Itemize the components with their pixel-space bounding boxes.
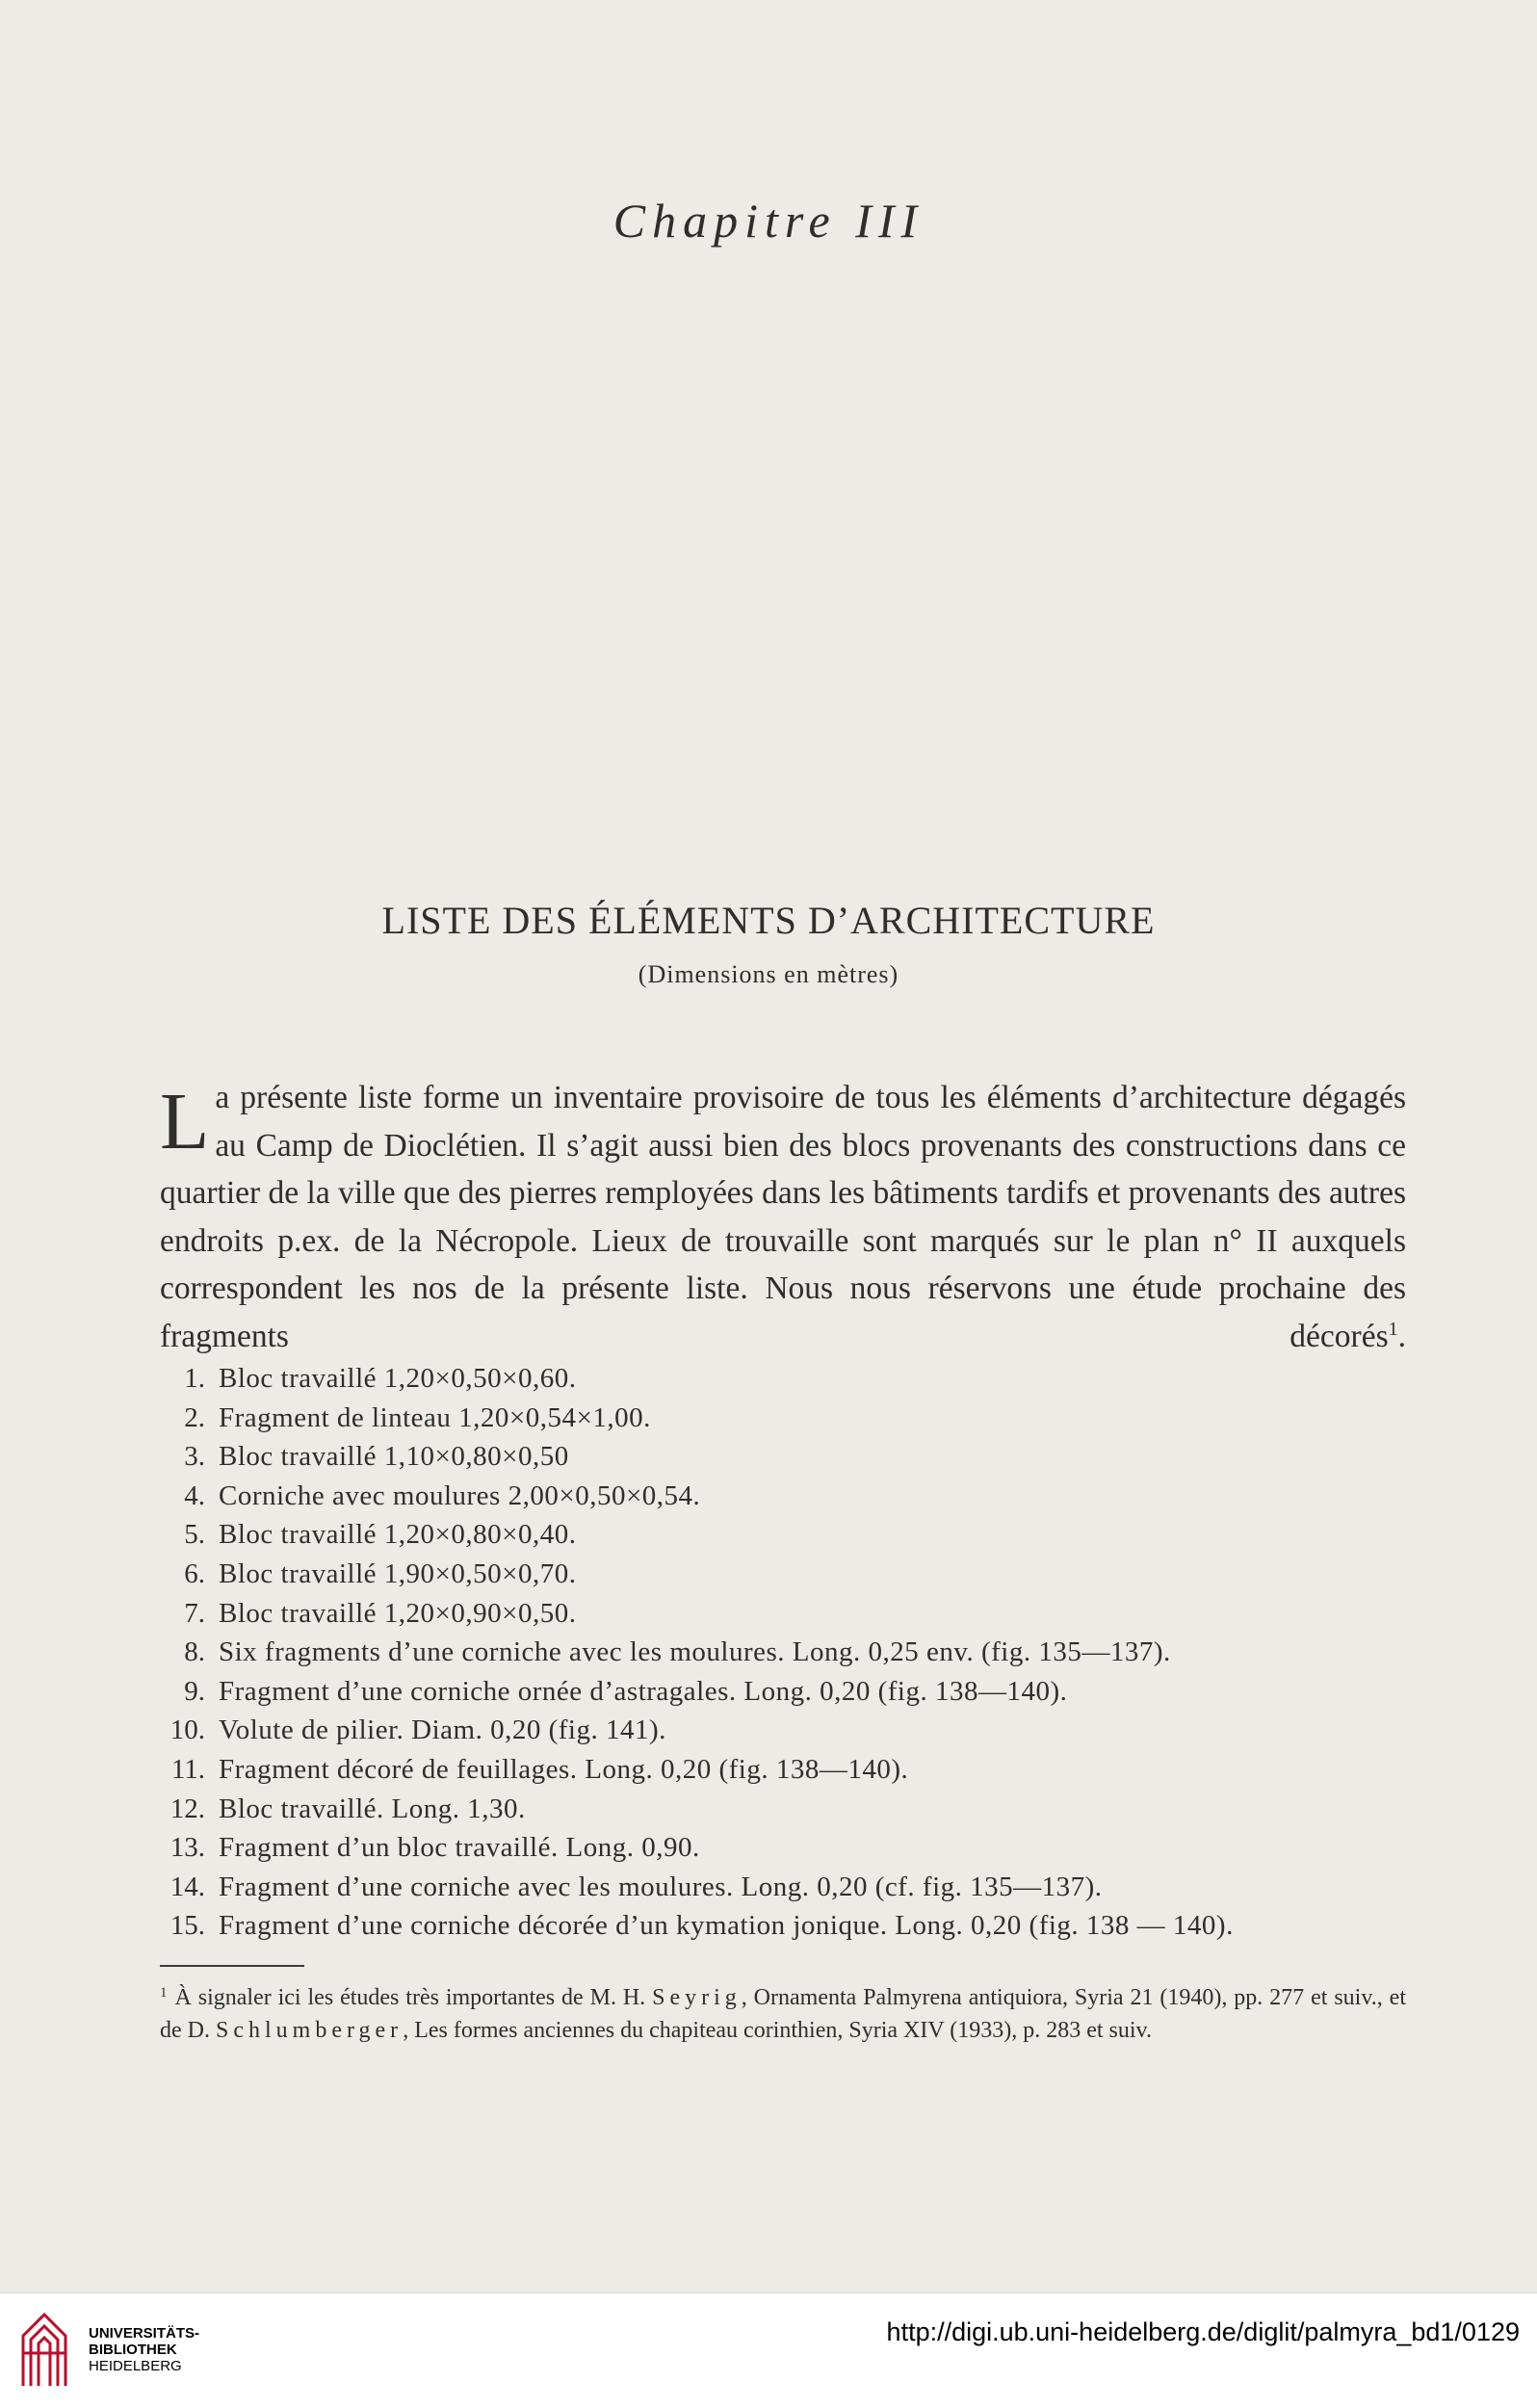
footnote-divider [160, 1965, 304, 1967]
item-text: Fragment d’une corniche avec les moulures. Long. 0,20 (cf. fig. 135—137). [219, 1871, 1103, 1902]
item-number: 14. [169, 1871, 205, 1902]
footnote-mark: 1 [160, 1985, 168, 2001]
list-item [150, 1828, 1421, 1868]
footnote-text-3: , Les formes anciennes du chapiteau corinthien, Syria XIV (1933), p. 283 et suiv. [403, 2018, 1152, 2043]
item-text: Volute de pilier. Diam. 0,20 (fig. 141). [219, 1714, 666, 1746]
item-text: Bloc travaillé 1,20×0,80×0,40. [219, 1519, 577, 1551]
item-text: Bloc travaillé 1,20×0,90×0,50. [219, 1597, 577, 1629]
footnote [160, 1976, 1406, 2047]
item-text: Fragment décoré de feuillages. Long. 0,20 (fig. 138—140). [219, 1753, 909, 1785]
list-item [150, 1399, 1421, 1438]
library-logo-icon [19, 2311, 69, 2390]
item-number: 4. [184, 1479, 205, 1511]
footnote-reference[interactable]: 1 [1388, 1318, 1398, 1340]
item-text: Bloc travaillé 1,10×0,80×0,50 [219, 1441, 569, 1473]
item-text: Corniche avec moulures 2,00×0,50×0,54. [219, 1479, 701, 1511]
architecture-element-list [150, 1359, 1421, 1946]
list-item [150, 1868, 1421, 1907]
footnote-author-2: Schlumberger [215, 2018, 404, 2043]
library-logo-text [89, 2325, 199, 2374]
list-item [150, 1750, 1421, 1790]
item-text: Fragment d’une corniche ornée d’astragales. Long. 0,20 (fig. 138—140). [219, 1675, 1068, 1707]
footnote-text-2: , Ornamenta Palmyrena antiquiora, Syria 21 (1940), pp. 277 et suiv., et de D. [160, 1985, 1406, 2043]
footnote-text-1: À signaler ici les études très importantes de M. H. [174, 1985, 646, 2010]
item-number: 3. [184, 1441, 205, 1473]
item-number: 6. [184, 1557, 205, 1589]
list-item [150, 1477, 1421, 1516]
source-url-link[interactable]: http://digi.ub.uni-heidelberg.de/diglit/palmyra_bd1/0129 [886, 2317, 1520, 2346]
logo-line-3: HEIDELBERG [89, 2358, 182, 2374]
item-number: 2. [184, 1401, 205, 1433]
item-text: Fragment de linteau 1,20×0,54×1,00. [219, 1401, 651, 1433]
list-item [150, 1594, 1421, 1634]
list-item [150, 1555, 1421, 1594]
item-number: 8. [184, 1636, 205, 1668]
logo-line-2: BIBLIOTHEK [89, 2342, 177, 2358]
item-number: 7. [184, 1597, 205, 1629]
logo-line-1: UNIVERSITÄTS- [89, 2325, 200, 2342]
intro-paragraph [160, 1074, 1406, 1361]
list-item [150, 1711, 1421, 1750]
list-item [150, 1437, 1421, 1477]
list-item [150, 1906, 1421, 1946]
item-number: 11. [170, 1753, 205, 1785]
section-subtitle: (Dimensions en mètres) [638, 960, 899, 988]
intro-end: . [1397, 1318, 1406, 1354]
item-number: 12. [169, 1793, 205, 1824]
item-text: Bloc travaillé. Long. 1,30. [219, 1793, 526, 1824]
item-text: Fragment d’un bloc travaillé. Long. 0,90. [219, 1832, 700, 1864]
list-item [150, 1359, 1421, 1399]
chapter-heading: Chapitre III [612, 194, 925, 248]
item-text: Fragment d’une corniche décorée d’un kymation jonique. Long. 0,20 (fig. 138 — 140). [219, 1910, 1234, 1942]
list-item [150, 1672, 1421, 1712]
list-item [150, 1633, 1421, 1672]
footnote-author-1: Seyrig [652, 1985, 742, 2010]
list-item [150, 1515, 1421, 1555]
library-footer-bar [0, 2292, 1537, 2408]
drop-cap: L [160, 1077, 210, 1166]
item-number: 10. [169, 1714, 205, 1746]
item-number: 9. [184, 1675, 205, 1707]
item-text: Bloc travaillé 1,90×0,50×0,70. [219, 1557, 577, 1589]
item-text: Bloc travaillé 1,20×0,50×0,60. [219, 1363, 577, 1394]
item-number: 5. [184, 1519, 205, 1551]
item-text: Six fragments d’une corniche avec les moulures. Long. 0,25 env. (fig. 135—137). [219, 1636, 1171, 1668]
item-number: 13. [169, 1832, 205, 1864]
list-item [150, 1790, 1421, 1829]
section-title: LISTE DES ÉLÉMENTS D’ARCHITECTURE [381, 899, 1156, 942]
intro-text: a présente liste forme un inventaire provisoire de tous les éléments d’architecture dégagés au Camp de Dioclétien. Il s’agit aussi bien des blocs provenants des constructions dans ce quartier de la ville que des pierres remployées dans les bâtiments tardifs et provenants des autres endroits p.ex. de la Nécropole. Lieux de trouvaille sont marqués sur le plan n° II auxquels correspondent les nos de la présente liste. Nous nous réservons une étude prochaine des fragments décorés [160, 1080, 1406, 1354]
item-number: 15. [169, 1910, 205, 1942]
item-number: 1. [184, 1363, 205, 1394]
